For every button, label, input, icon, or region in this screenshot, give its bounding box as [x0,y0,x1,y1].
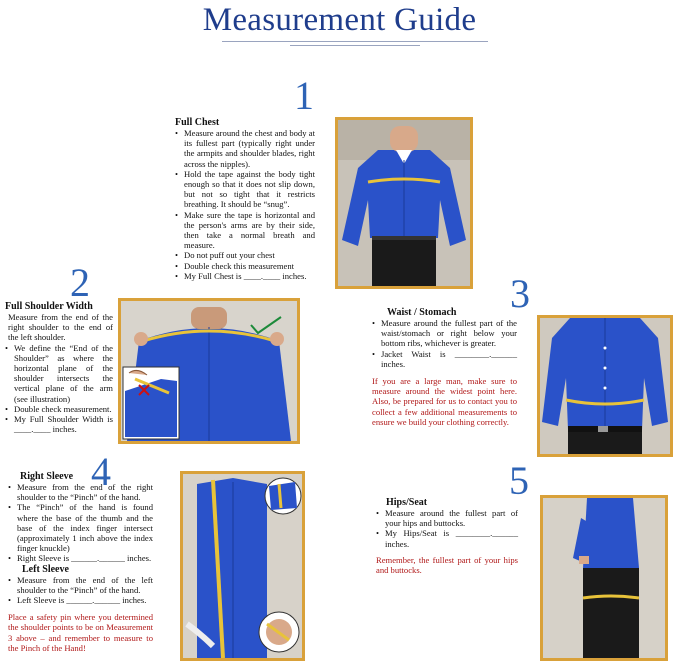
full-shoulder-bullet: • Double check measurement. [5,404,113,414]
full-chest-bullet: • Double check this measurement [175,261,315,271]
step-number-2: 2 [70,260,90,305]
full-shoulder-intro: Measure from the end of the right shoulder to the end of the left shoulder. [8,312,113,343]
step-number-1: 1 [294,73,314,118]
full-chest-bullet: • Make sure the tape is horizontal and the person's arms are by their side, then take a normal breath and measure. [175,210,315,251]
full-shoulder-bullet: • We define the “End of the Shoulder” as where the horizontal plane of the shoulder intersects the vertical plane of the arm (see illustration) [5,343,113,404]
full-chest-bullet: • Hold the tape against the body tight enough so that it does not slip down, but not so tight that it restricts breathing. It should be “snug”. [175,169,315,210]
left-sleeve-bullet: • Left Sleeve is ______.______ inches. [8,595,153,605]
right-sleeve-bullet: • Measure from the end of the right shoulder to the “Pinch” of the hand. [8,482,153,502]
full-chest-heading: Full Chest [175,117,220,128]
full-chest-bullet: • Measure around the chest and body at its fullest part (typically right under the armpits and shoulder blades, right across the nipples). [175,128,315,169]
left-sleeve-bullet: • Measure from the end of the left shoulder to the “Pinch” of the hand. [8,575,153,595]
hips-bullet: • Measure around the fullest part of your hips and buttocks. [376,508,518,528]
full-shoulder-heading: Full Shoulder Width [5,301,93,312]
hips-note: Remember, the fullest part of your hips and buttocks. [376,554,518,576]
right-sleeve-bullet: • The “Pinch” of the hand is found where the base of the thumb and the base of the index finger intersect (approximately 1 inch above the index finger knuckle) [8,502,153,553]
left-sleeve-heading: Left Sleeve [22,563,69,575]
sleeve-section [8,471,153,653]
hips-section [376,497,518,575]
sleeve-note: Place a safety pin where you determined the shoulder points to be on Measurement 3 above – and remember to measure to the Pinch of the Hand! [8,612,153,653]
hips-photo [540,495,668,661]
waist-heading: Waist / Stomach [387,307,457,318]
full-chest-bullet: • My Full Chest is ____.____ inches. [175,271,315,281]
full-shoulder-section [5,301,113,434]
full-shoulder-photo [118,298,300,444]
full-chest-bullet: • Do not puff out your chest [175,250,315,260]
hips-heading: Hips/Seat [386,497,428,508]
hips-bullet: • My Hips/Seat is ________.______ inches. [376,528,518,548]
waist-note: If you are a large man, make sure to measure around the widest point here. Also, be prepared for us to contact you to collect a few additional measurements to ensure we build your clothing correctly. [372,376,517,427]
page-title: Measurement Guide [202,2,477,38]
full-chest-photo [335,117,473,289]
right-sleeve-bullet: • Right Sleeve is ______.______ inches. [8,553,153,563]
title-divider-short [290,45,420,46]
sleeve-photo [180,471,305,661]
full-chest-section [175,117,315,281]
right-sleeve-heading: Right Sleeve [20,471,74,482]
waist-bullet: • Jacket Waist is ________.______ inches. [372,349,517,369]
waist-section [372,307,517,427]
step-number-4: 4 [91,449,111,494]
step-number-3: 3 [510,271,530,316]
title-divider [222,41,488,42]
waist-bullet: • Measure around the fullest part of the waist/stomach or right below your bottom ribs, whichever is greater. [372,318,517,349]
full-shoulder-bullet: • My Full Shoulder Width is ____.____ inches. [5,414,113,434]
step-number-5: 5 [509,458,529,503]
waist-photo [537,315,673,457]
